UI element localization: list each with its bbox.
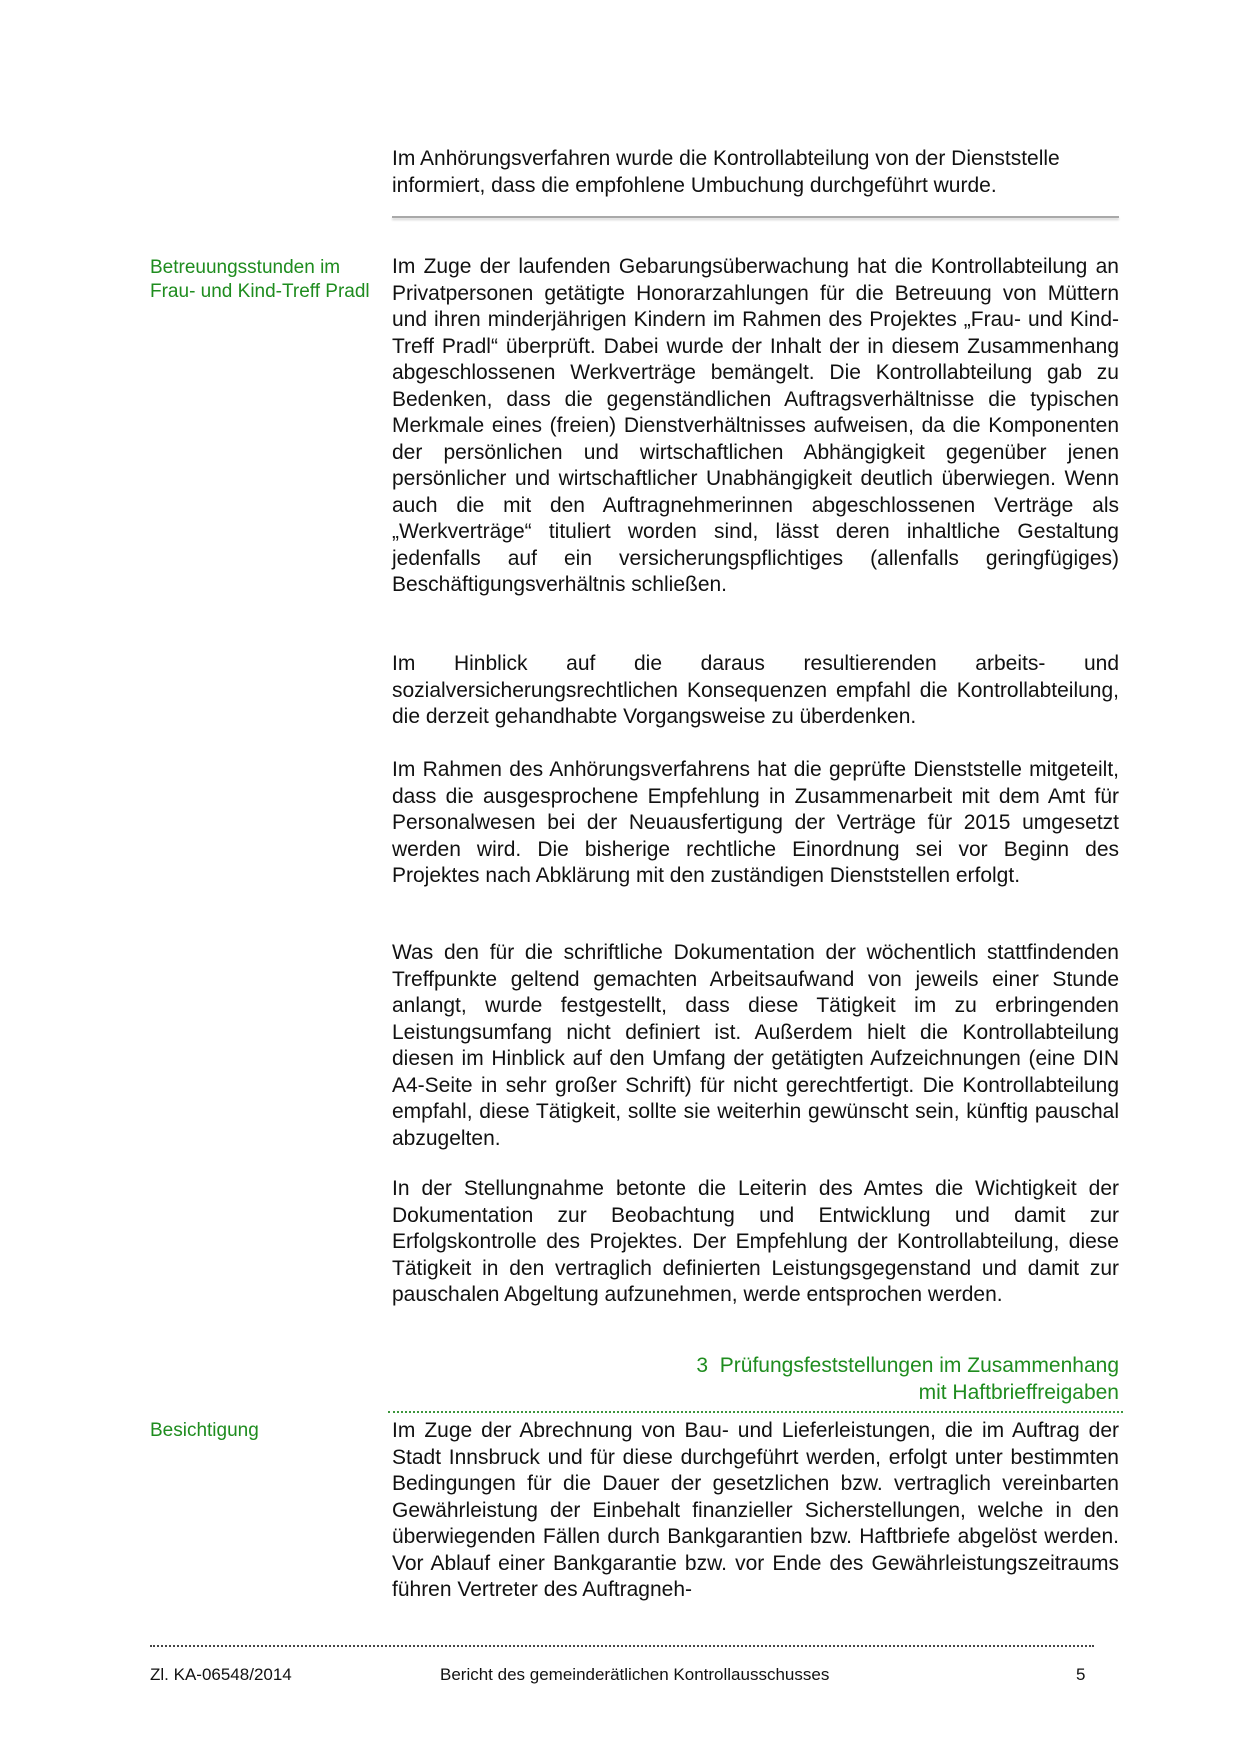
body-paragraph-3: Im Rahmen des Anhörungsverfahrens hat die geprüfte Dienststelle mitgeteilt, dass die ausgesprochene Empfehlung in Zusammenarbeit mit dem Amt für Personalwesen bei der Neuausfertigung der Verträge für 2015 umgesetzt werden wird. Die bisherige rechtliche Einordnung sei vor Beginn des Projektes nach Abklärung mit den zuständigen Dienststellen erfolgt. xyxy=(392,758,1119,887)
chapter-heading xyxy=(600,1352,1119,1406)
chapter-number: 3 xyxy=(696,1354,709,1377)
chapter-title-line2: mit Haftbrieffreigaben xyxy=(918,1381,1119,1404)
footer-title: Bericht des gemeinderätlichen Kontrollausschusses xyxy=(440,1665,830,1684)
intro-paragraph: Im Anhörungsverfahren wurde die Kontrollabteilung von der Dienststelle informiert, dass die empfohlene Umbuchung durchgeführt wurde. xyxy=(392,147,1060,197)
section-divider xyxy=(392,216,1119,218)
body-paragraph-6: Im Zuge der Abrechnung von Bau- und Lieferleistungen, die im Auftrag der Stadt Innsbruck und für diese durchgeführt werden, erfolgt unter bestimmten Bedingungen für die Dauer der gesetzlichen bzw. vertraglich vereinbarten Gewährleistung der Einbehalt finanzieller Sicherstellungen, welche in den überwiegenden Fällen durch Bankgarantien bzw. Haftbriefe abgelöst werden. Vor Ablauf einer Bankgarantie bzw. vor Ende des Gewährleistungszeitraums führen Vertreter des Auftragneh- xyxy=(392,1419,1119,1601)
side-label-besichtigung: Besichtigung xyxy=(150,1420,259,1441)
section-body xyxy=(392,254,1119,599)
chapter-title-line1: Prüfungsfeststellungen im Zusammenhang xyxy=(719,1354,1119,1377)
footer-rule xyxy=(150,1645,1094,1647)
body-paragraph-1: Im Zuge der laufenden Gebarungsüberwachung hat die Kontrollabteilung an Privatpersonen getätigte Honorarzahlungen für die Betreuung von Müttern und ihren minderjährigen Kindern im Rahmen des Projektes „Frau- und Kind-Treff Pradl“ überprüft. Dabei wurde der Inhalt der in diesem Zusammenhang abgeschlossenen Werkverträge bemängelt. Die Kontrollabteilung gab zu Bedenken, dass die gegenständlichen Auftragsverhältnisse die typischen Merkmale eines (freien) Dienstverhältnisses aufweisen, da die Komponenten der persönlichen und wirtschaftlichen Abhängigkeit gegenüber jenen persönlicher und wirtschaftlicher Unabhängigkeit deutlich überwiegen. Wenn auch die mit den Auftragnehmerinnen abgeschlossenen Verträge als „Werkverträge“ tituliert worden sind, lässt deren inhaltliche Gestaltung jedenfalls auf ein versicherungspflichtiges (allenfalls geringfügiges) Beschäftigungsverhältnis schließen. xyxy=(392,255,1119,596)
body-paragraph-2: Im Hinblick auf die daraus resultierenden arbeits- und sozialversicherungsrechtlichen Konsequenzen empfahl die Kontrollabteilung, die derzeit gehandhabte Vorgangsweise zu überdenken. xyxy=(392,652,1119,728)
page-number: 5 xyxy=(1076,1665,1086,1684)
footer-reference: Zl. KA-06548/2014 xyxy=(150,1665,292,1684)
heading-underline xyxy=(388,1411,1123,1413)
side-label-betreuungsstunden: Betreuungsstunden im Frau- und Kind-Treff Pradl xyxy=(150,257,370,302)
body-paragraph-4: Was den für die schriftliche Dokumentation der wöchentlich stattfindenden Treffpunkte geltend gemachten Arbeitsaufwand von jeweils einer Stunde anlangt, wurde festgestellt, dass diese Tätigkeit im zu erbringenden Leistungsumfang nicht definiert ist. Außerdem hielt die Kontrollabteilung diesen im Hinblick auf den Umfang der getätigten Aufzeichnungen (eine DIN A4-Seite in sehr großer Schrift) für nicht gerechtfertigt. Die Kontrollabteilung empfahl, diese Tätigkeit, sollte sie weiterhin gewünscht sein, künftig pauschal abzugelten. xyxy=(392,941,1119,1150)
body-paragraph-5: In der Stellungnahme betonte die Leiterin des Amtes die Wichtigkeit der Dokumentation zur Beobachtung und Entwicklung und damit zur Erfolgskontrolle des Projektes. Der Empfehlung der Kontrollabteilung, diese Tätigkeit in den vertraglich definierten Leistungsgegenstand und damit zur pauschalen Abgeltung aufzunehmen, werde entsprochen werden. xyxy=(392,1177,1119,1306)
